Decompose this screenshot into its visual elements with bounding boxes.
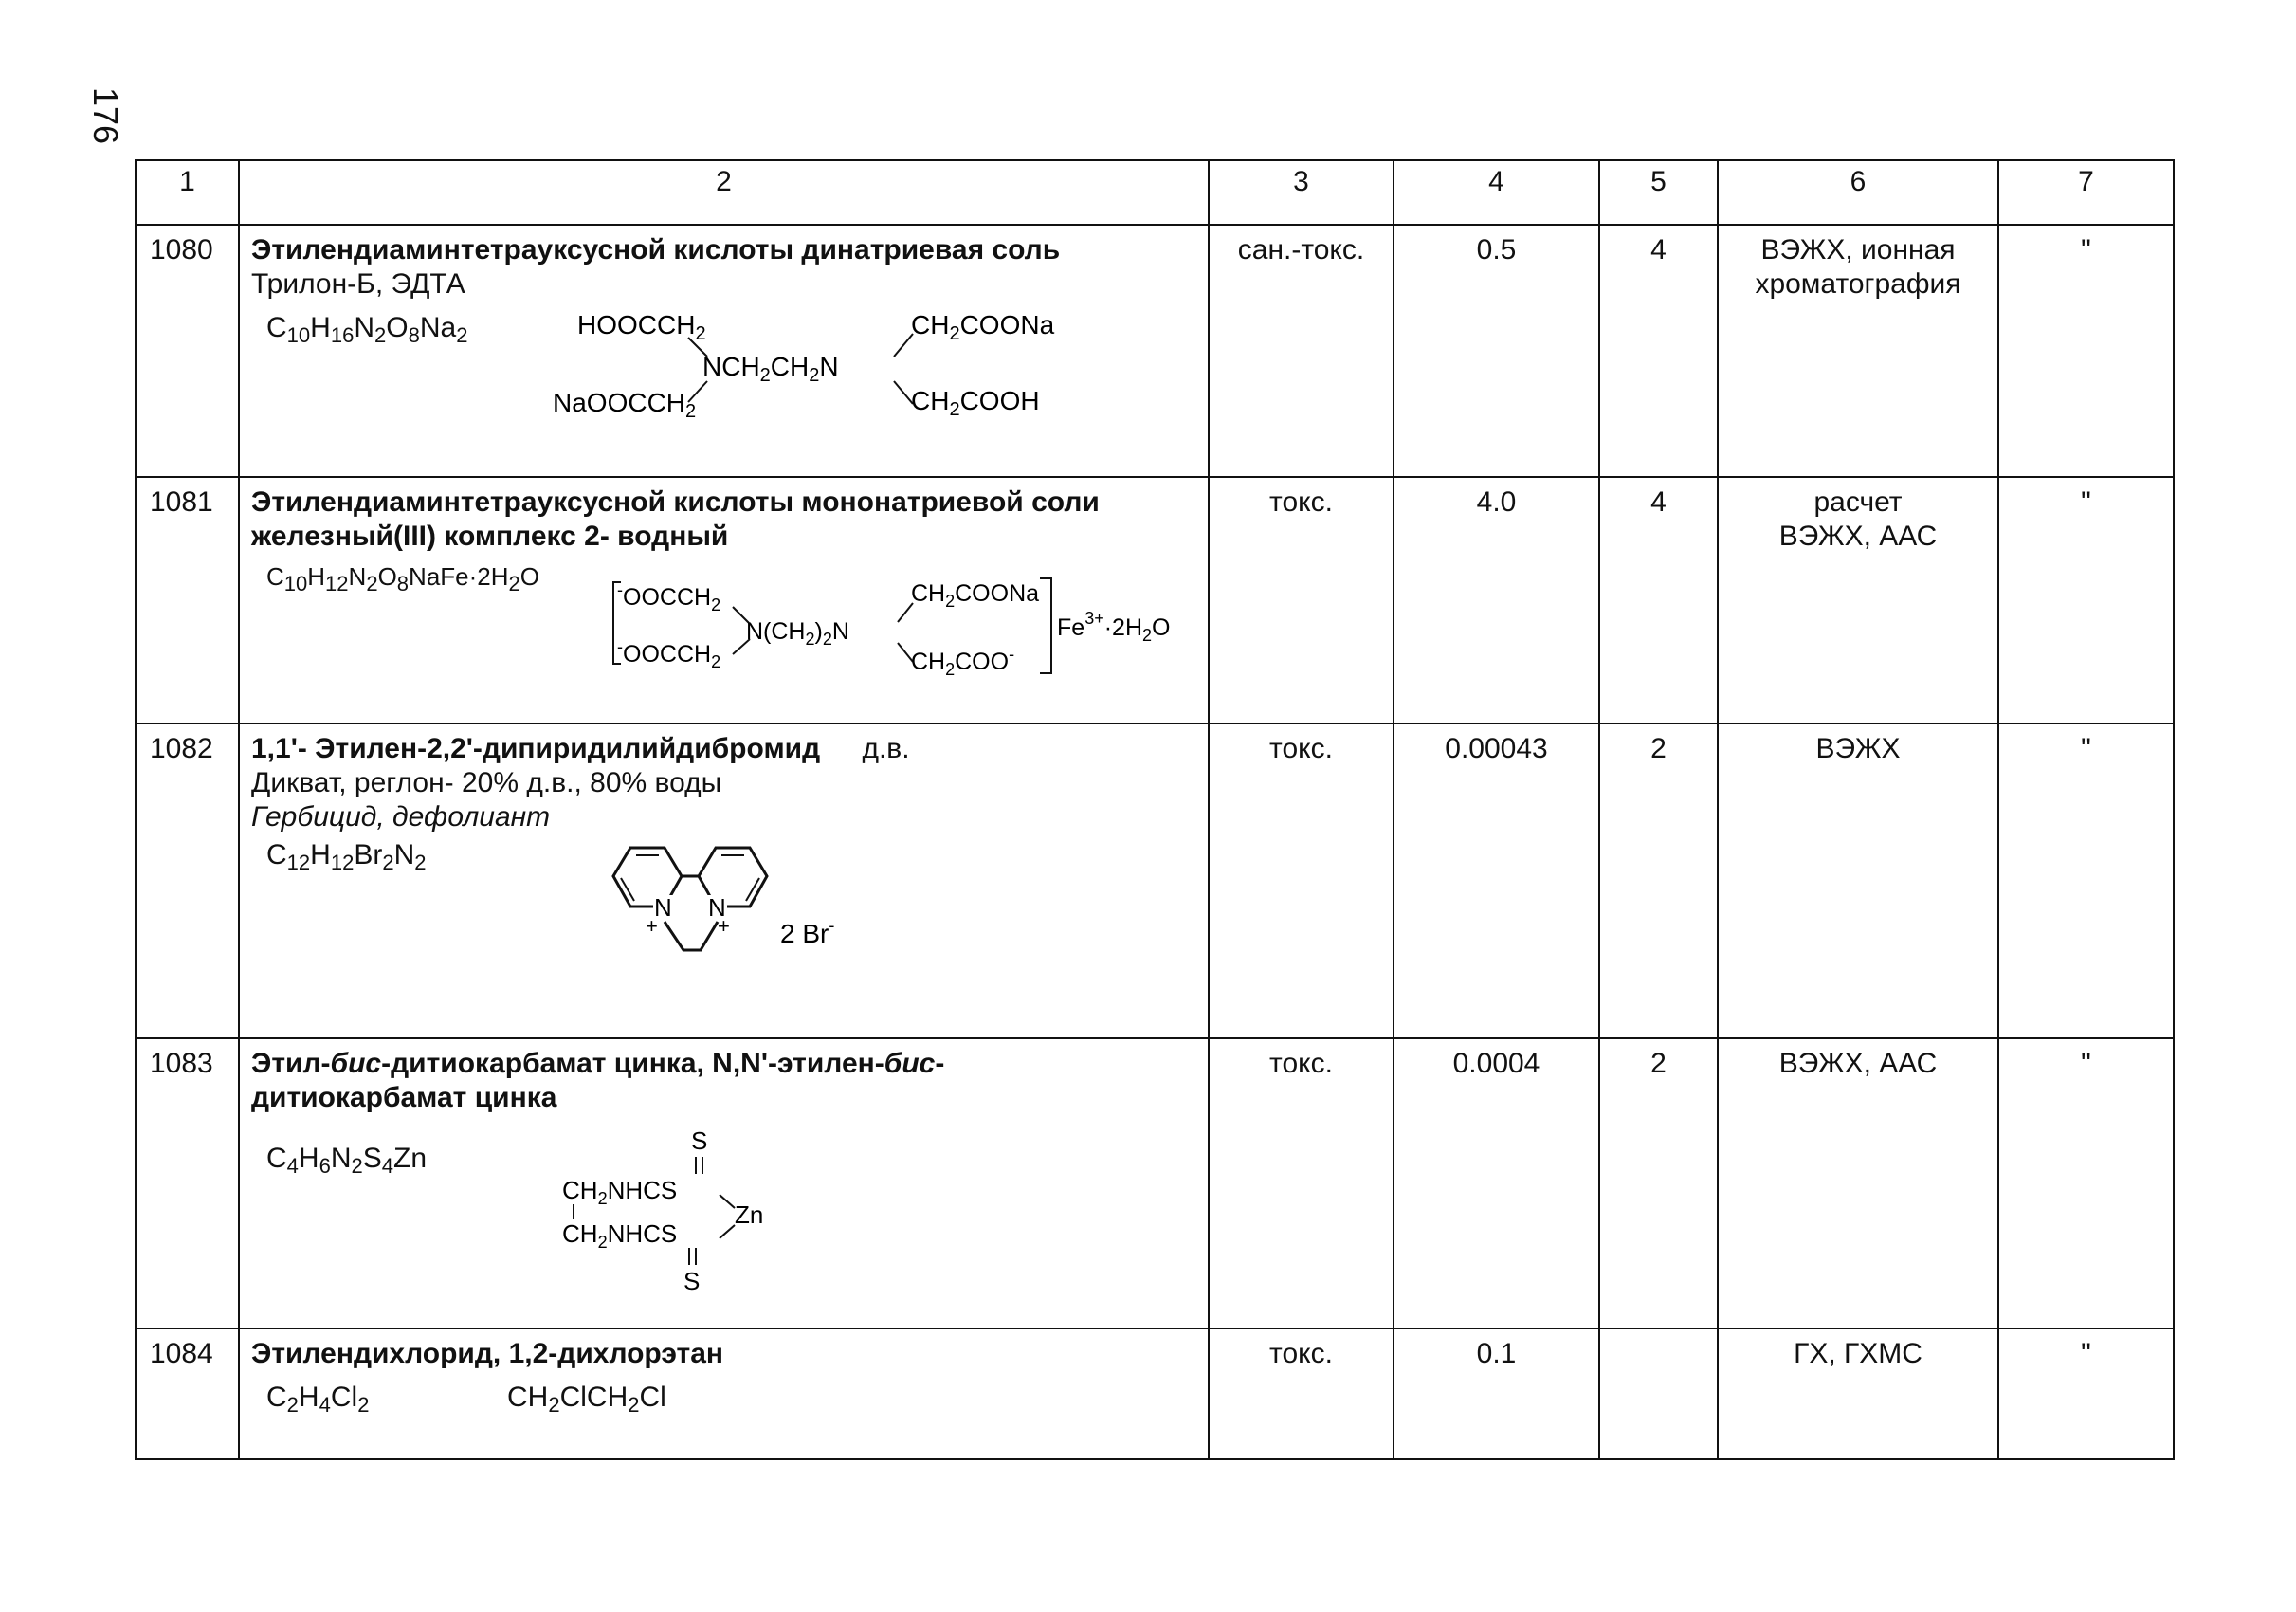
struct-bottom-s: S [683,1267,701,1295]
method [1718,477,1998,724]
row-id: 1082 [136,724,239,1038]
note: " [1998,1038,2174,1328]
substance-name: Этилендиаминтетрауксусной кислоты мононатриевой соли железный(III) комплекс 2- водный [251,486,1100,552]
structural-formula [551,311,1120,425]
col-header-6: 6 [1718,160,1998,225]
hazard-class [1599,1328,1718,1459]
struct-charge-left: + [646,914,658,938]
method: ГХ, ГХМС [1718,1328,1998,1459]
hazard-class: 4 [1599,477,1718,724]
value: 4.0 [1394,477,1599,724]
struct-center: $N(CH_2)_2N$ [746,618,849,649]
struct-left-bottom: NaOOCCH$_2$ [553,388,697,422]
molecular-formula: $C_2H_4Cl_2$ [266,1382,370,1417]
table-row [136,1038,2174,1328]
method-line-2: ВЭЖХ, ААС [1778,521,1938,552]
struct-line-2: $CH_2NHCS$ [562,1219,678,1252]
struct-center: $NCH_2CH_2N$ [702,352,839,386]
note: " [1998,1328,2174,1459]
struct-charge-right: + [718,914,730,938]
value: 0.0004 [1394,1038,1599,1328]
struct-suffix: $Fe^{3+}\cdot 2H_2O$ [1057,609,1171,645]
substance-name: Этилендиаминтетрауксусной кислоты динатриевая соль [251,234,1061,266]
struct-top-s: S [691,1127,708,1155]
substance-name-suffix: д.в. [862,733,910,764]
structural-formula: $CH_2ClCH_2Cl$ [507,1382,666,1417]
hazard-class: 2 [1599,724,1718,1038]
method: ВЭЖХ, ААС [1718,1038,1998,1328]
hazard: токс. [1209,477,1394,724]
molecular-formula: $C_4H_6N_2S_4Zn$ [266,1143,428,1178]
col-header-5: 5 [1599,160,1718,225]
structural-formula [551,838,949,980]
struct-left-top: $^-OOCCH_2$ [617,580,721,614]
molecular-formula: $C_{12}H_{12}Br_2N_2$ [266,839,427,874]
col-header-7: 7 [1998,160,2174,225]
hazard: токс. [1209,1328,1394,1459]
substance-cell [239,477,1209,724]
method: ВЭЖХ [1718,724,1998,1038]
table-row [136,225,2174,477]
method: ВЭЖХ, ионная хроматография [1718,225,1998,477]
substance-cell [239,1038,1209,1328]
table-row [136,477,2174,724]
value: 0.00043 [1394,724,1599,1038]
value: 0.1 [1394,1328,1599,1459]
hazard-class: 2 [1599,1038,1718,1328]
substance-use: Гербицид, дефолиант [251,801,551,833]
header-row [136,160,2174,225]
substance-name: Этил-бис-дитиокарбамат цинка, N,N'-этилен-бис- дитиокарбамат цинка [251,1048,945,1113]
struct-right-top: $CH_2COONa$ [911,311,1055,344]
note: " [1998,225,2174,477]
struct-counter-ion: 2 Br- [780,916,835,948]
col-header-4: 4 [1394,160,1599,225]
row-id: 1080 [136,225,239,477]
col-header-2: 2 [239,160,1209,225]
row-id: 1083 [136,1038,239,1328]
col-header-1: 1 [136,160,239,225]
substance-cell [239,1328,1209,1459]
struct-n-right: N [708,893,726,922]
substance-synonyms: Трилон-Б, ЭДТА [251,268,465,300]
substance-name: 1,1'- Этилен-2,2'-дипиридилийдибромид [251,733,821,764]
struct-metal: Zn [735,1200,764,1229]
struct-right-bottom: $CH_2COO^-$ [911,645,1015,679]
struct-line-1: $CH_2NHCS$ [562,1176,678,1208]
note: " [1998,477,2174,724]
page-number: 176 [86,87,125,145]
substance-synonyms: Дикват, реглон- 20% д.в., 80% воды [251,767,722,798]
substance-cell [239,724,1209,1038]
substances-table [135,159,2175,1460]
row-id: 1081 [136,477,239,724]
col-header-3: 3 [1209,160,1394,225]
struct-left-top: $HOOCCH_2$ [577,311,706,344]
value: 0.5 [1394,225,1599,477]
note: " [1998,724,2174,1038]
hazard-class: 4 [1599,225,1718,477]
hazard: токс. [1209,724,1394,1038]
molecular-formula: $C_{10}H_{16}N_2O_8Na_2$ [266,312,468,347]
struct-right-bottom: $CH_2COOH$ [911,386,1040,420]
row-id: 1084 [136,1328,239,1459]
structural-formula [608,559,1186,683]
structural-formula [560,1125,845,1305]
method-line-1: расчет [1813,486,1903,518]
table-row [136,1328,2174,1459]
hazard: токс. [1209,1038,1394,1328]
struct-right-top: $CH_2COONa$ [911,580,1040,611]
hazard: сан.-токс. [1209,225,1394,477]
substance-cell [239,225,1209,477]
struct-n-left: N [654,893,672,922]
table-row [136,724,2174,1038]
molecular-formula: $C_{10}H_{12}N_2O_8NaFe\cdot 2H_2O$ [266,562,540,595]
struct-left-bottom: $^-OOCCH_2$ [617,637,721,671]
substance-name: Этилендихлорид, 1,2-дихлорэтан [251,1338,724,1369]
